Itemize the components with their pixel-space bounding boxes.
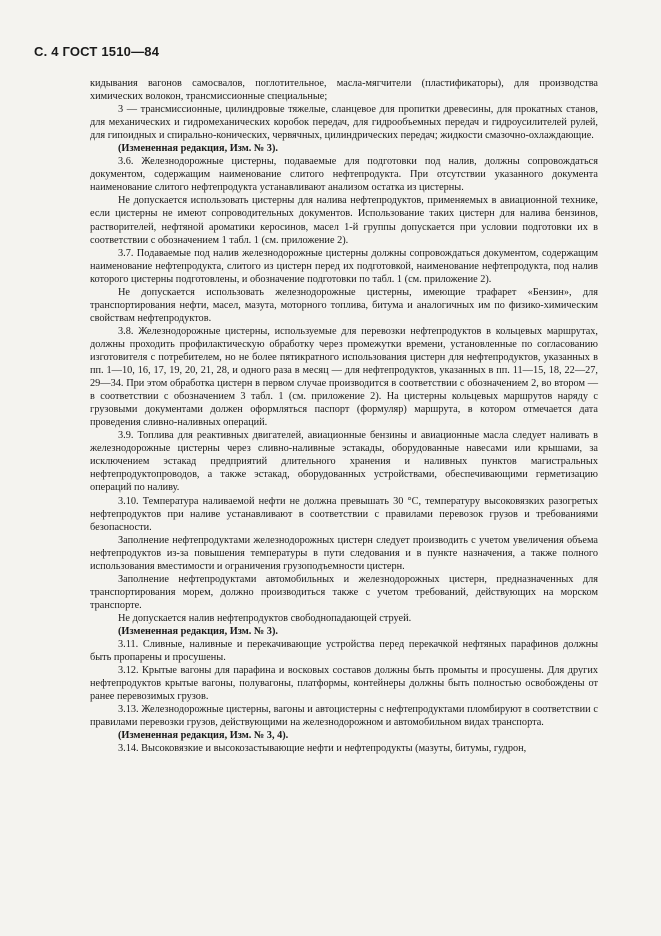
paragraph: 3.8. Железнодорожные цистерны, используемые для перевозки нефтепродуктов в кольцевых маршрутах, должны проходить профилактическую обработку через промежутки времени, установленные по согласованию изготовителя с потребителем, но не более пятикратного использования цистерн для нефтепродуктов, указанных в пп. 1—10, 16, 17, 19, 20, 21, 28, и одного раза в месяц — для нефтепродуктов, указанных в пп. 11—15, 18, 22—27, 29—34. При этом обработка цистерн в первом случае производится в соответствии с обозначением 2, во втором — в соответствии с обозначением 3 табл. 1 (см. приложение 2). На цистерны кольцевых маршрутов наряду с грузовыми документами должен оформляться паспорт (формуляр) маршрута, в котором отмечается дата проведения сливно-наливных операций. — [90, 325, 598, 429]
paragraph: 3.12. Крытые вагоны для парафина и восковых составов должны быть промыты и просушены. Для других нефтепродуктов крытые вагоны, полувагоны, платформы, контейнеры должны быть полностью освобождены от ранее перевозимых грузов. — [90, 665, 598, 703]
amendment-note: (Измененная редакция, Изм. № 3, 4). — [118, 730, 289, 742]
paragraph: Не допускается использовать железнодорожные цистерны, имеющие трафарет «Бензин», для транспортирования нефти, масел, мазута, моторного топлива, битума и аналогичных им по физико-химическим свойствам нефтепродуктов. — [90, 286, 598, 324]
paragraph: 3.11. Сливные, наливные и перекачивающие устройства перед перекачкой нефтяных парафинов должны быть пропарены и просушены. — [90, 639, 598, 664]
paragraph: Не допускается налив нефтепродуктов свободнопадающей струей. — [118, 612, 412, 624]
paragraph: 3.9. Топлива для реактивных двигателей, авиационные бензины и авиационные масла следует наливать в железнодорожные цистерны через сливно-наливные эстакады, оборудованные навесами или крышами, за исключением эстакад предприятий длительного хранения и наливных пунктов магистральных нефтепродуктопроводов, а также эстакад, оборудованных устройствами, обеспечивающими герметизацию операций по наливу. — [90, 430, 598, 494]
paragraph: 3.7. Подаваемые под налив железнодорожные цистерны должны сопровождаться документом, содержащим наименование нефтепродукта, слитого из цистерн перед их подготовкой, наименование нефтепродукта, под налив которого цистерны подготовлены, и обозначение подготовки по табл. 1 (см. приложение 2). — [90, 247, 598, 285]
paragraph: Заполнение нефтепродуктами железнодорожных цистерн следует производить с учетом увеличения объема нефтепродуктов из-за повышения температуры в пути следования и в пункте назначения, а также полного использования вместимости и ограничения грузоподъемности цистерн. — [90, 534, 598, 572]
body-text — [90, 77, 598, 755]
amendment-note: (Измененная редакция, Изм. № 3). — [118, 625, 278, 637]
paragraph: Заполнение нефтепродуктами автомобильных и железнодорожных цистерн, предназначенных для транспортирования морем, должно производиться также с учетом требований, действующих на морском транспорте. — [90, 573, 598, 611]
paragraph: кидывания вагонов самосвалов, поглотительное, масла-мягчители (пластификаторы), для производства химических волокон, трансмиссионные специальные; — [90, 78, 598, 103]
paragraph: Не допускается использовать цистерны для налива нефтепродуктов, применяемых в авиационной технике, если цистерны не имеют сопроводительных документов. Использование таких цистерн для налива бензинов, растворителей, нефтяной ароматики керосинов, масел 1-й группы допускается при условии подготовки их в соответствии с обозначением 1 табл. 1 (см. приложение 2). — [90, 195, 598, 246]
paragraph: 3 — трансмиссионные, цилиндровые тяжелые, сланцевое для пропитки древесины, для прокатных станов, для механических и гидромеханических коробок передач, для гидрообъемных передач и гидроусилителей рулей, для гипоидных и спирально-конических, червячных, цилиндрических передач; жидкости смазочно-охлаждающие. — [90, 104, 598, 142]
amendment-note: (Измененная редакция, Изм. № 3). — [118, 143, 278, 155]
paragraph: 3.13. Железнодорожные цистерны, вагоны и автоцистерны с нефтепродуктами пломбируют в соответствии с правилами перевозки грузов, действующими на железнодорожном и автомобильном видах транспорта. — [90, 704, 598, 729]
page-header: С. 4 ГОСТ 1510—84 — [34, 44, 160, 59]
paragraph: 3.10. Температура наливаемой нефти не должна превышать 30 °С, температуру высоковязких разогретых нефтепродуктов при наливе устанавливают в соответствии с правилами перевозок грузов и требованиями безопасности. — [90, 495, 598, 533]
paragraph: 3.6. Железнодорожные цистерны, подаваемые для подготовки под налив, должны сопровождаться документом, содержащим наименование слитого нефтепродукта. При отсутствии указанного документа наименование слитого нефтепродукта устанавливают анализом остатка из цистерны. — [90, 156, 598, 194]
paragraph: 3.14. Высоковязкие и высокозастывающие нефти и нефтепродукты (мазуты, битумы, гудрон, — [118, 743, 527, 755]
